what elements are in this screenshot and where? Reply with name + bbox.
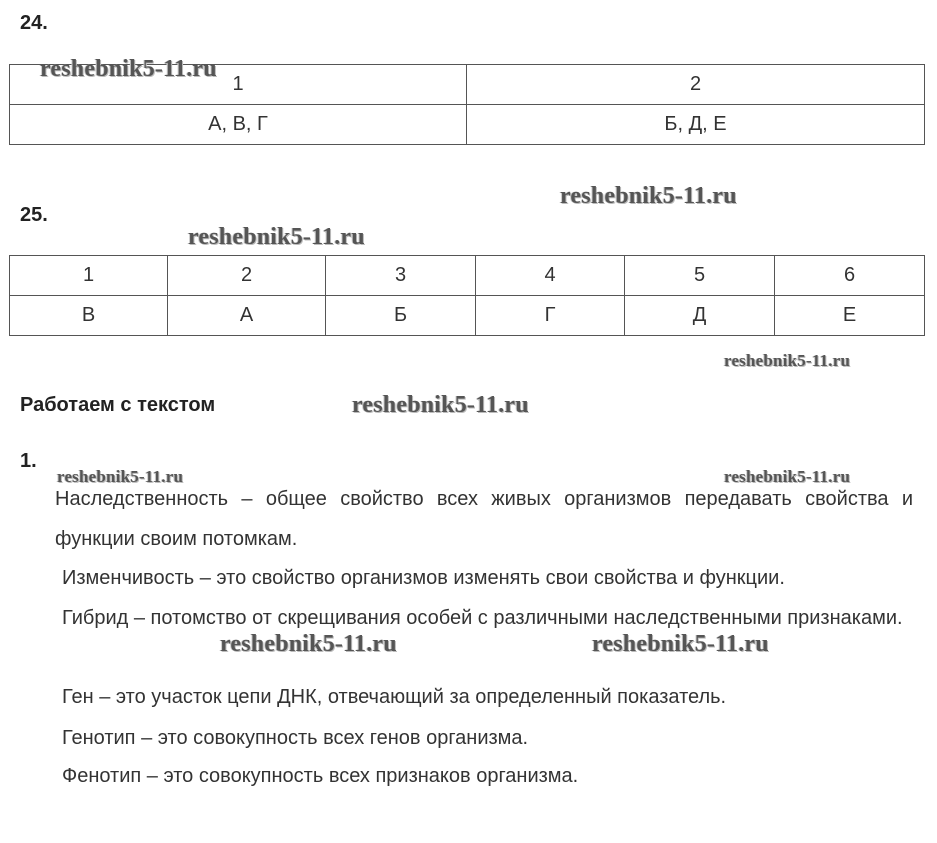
table-row [10,256,925,296]
paragraph-genotype: Генотип – это совокупность всех генов организма. [62,727,529,749]
table-cell: 4 [476,256,625,296]
table-cell: А, В, Г [10,105,467,145]
table-row [10,105,925,145]
table-cell: 5 [625,256,775,296]
task-25-number: 25. [20,204,48,226]
table-cell: 1 [10,65,467,105]
paragraph-heredity: Наследственность – общее свойство всех живых организмов передавать свойства и функции своим потомкам. [55,488,913,550]
table-cell: Г [476,296,625,336]
table-cell: Б [326,296,476,336]
watermark: reshebnik5-11.ru [724,467,851,486]
section-title: Работаем с текстом [20,394,216,416]
watermark: reshebnik5-11.ru [352,392,529,418]
watermark: reshebnik5-11.ru [592,631,769,657]
watermark: reshebnik5-11.ru [220,631,397,657]
table-cell: Е [775,296,925,336]
watermark: reshebnik5-11.ru [40,56,217,82]
paragraph-variability: Изменчивость – это свойство организмов изменять свои свойства и функции. [62,567,785,589]
task-1-number: 1. [20,450,37,472]
watermark: reshebnik5-11.ru [724,351,851,370]
table-cell: 3 [326,256,476,296]
table-cell: Д [625,296,775,336]
table-cell: 2 [467,65,925,105]
table-row [10,296,925,336]
paragraph-gene: Ген – это участок цепи ДНК, отвечающий за определенный показатель. [62,686,727,708]
table-cell: Б, Д, Е [467,105,925,145]
table-cell: 6 [775,256,925,296]
table-cell: 1 [10,256,168,296]
table-cell: 2 [168,256,326,296]
watermark: reshebnik5-11.ru [560,183,737,209]
task-24-number: 24. [20,12,48,34]
task-25-table [9,255,925,336]
watermark: reshebnik5-11.ru [57,467,184,486]
paragraph-phenotype: Фенотип – это совокупность всех признаков организма. [62,765,579,787]
paragraph-hybrid: Гибрид – потомство от скрещивания особей с различными наследственными признаками. [62,607,903,629]
table-cell: В [10,296,168,336]
table-cell: А [168,296,326,336]
watermark: reshebnik5-11.ru [188,224,365,250]
